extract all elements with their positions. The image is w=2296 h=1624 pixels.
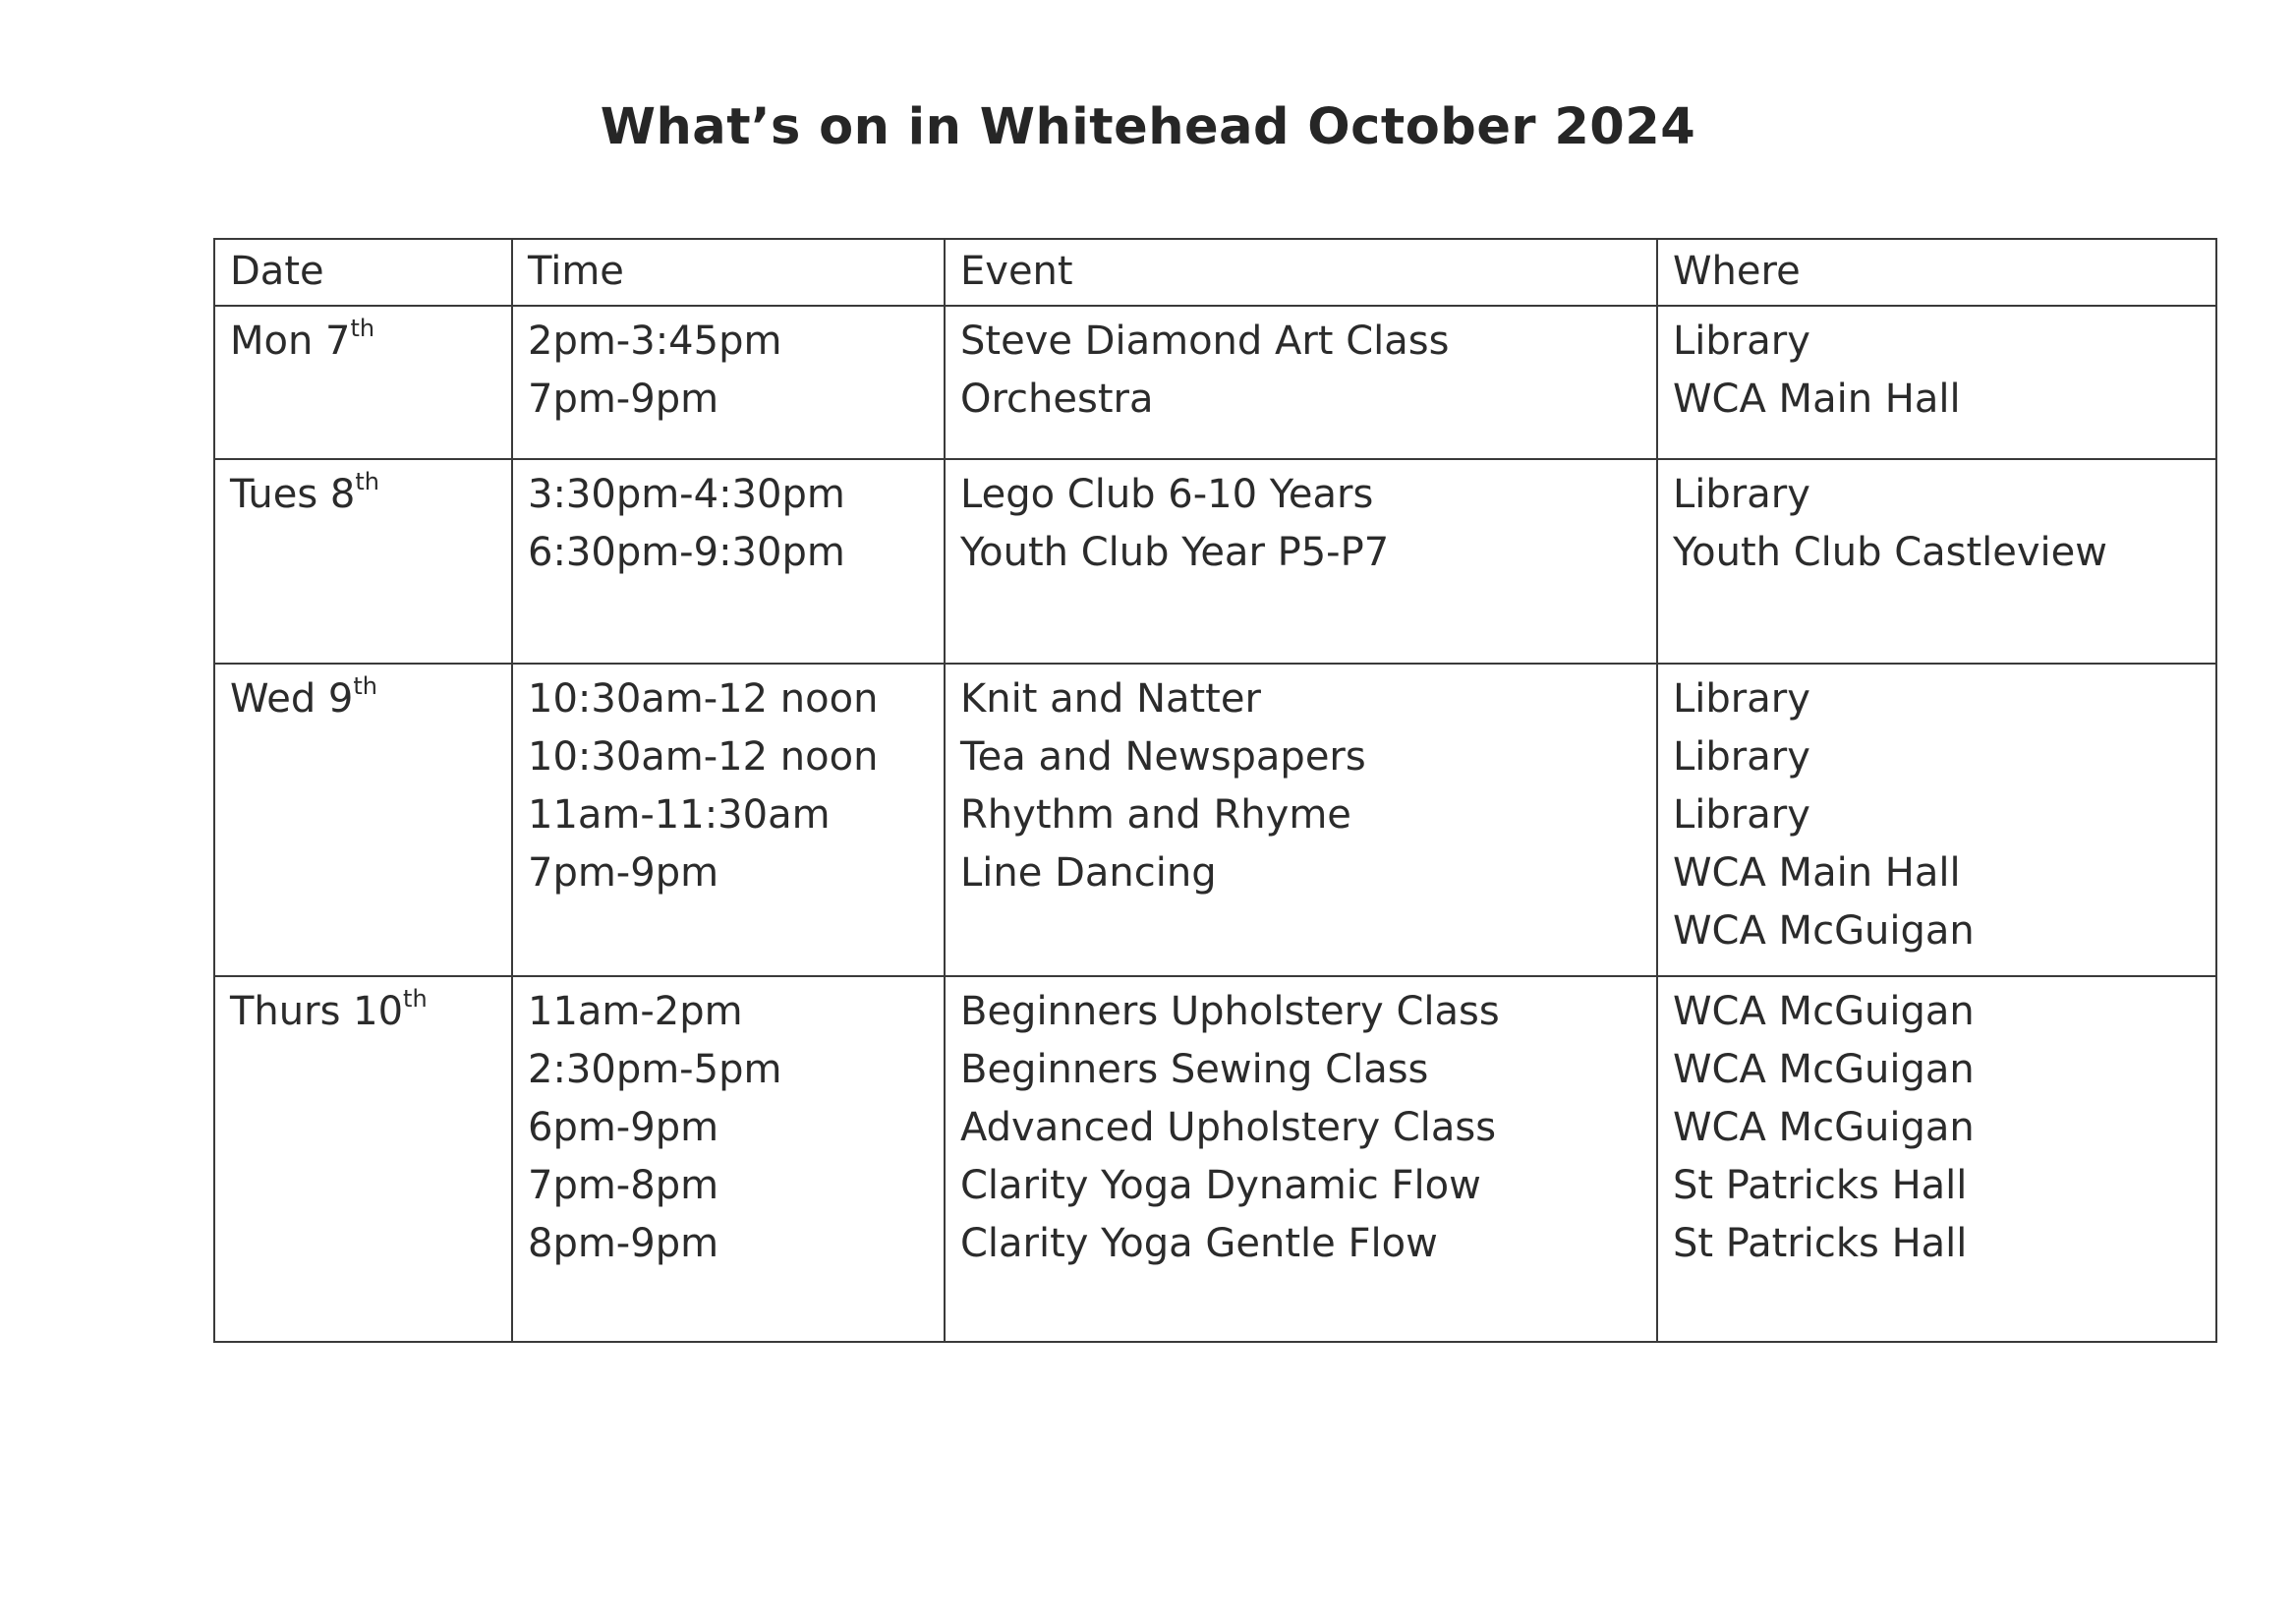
where-entry: WCA Main Hall [1673,850,1961,896]
date-cell [214,976,512,1342]
date-suffix: th [353,671,377,700]
time-cell [512,976,945,1342]
table-row [214,664,2216,976]
table-row [214,976,2216,1342]
event-entry: Rhythm and Rhyme [960,792,1351,838]
where-cell [1657,459,2216,664]
column-header-event: Event [945,239,1657,306]
event-entry: Knit and Natter [960,676,1261,722]
where-entry: WCA McGuigan [1673,1047,1975,1092]
date-day: Tues 8 [230,472,356,517]
column-header-date: Date [214,239,512,306]
where-cell [1657,976,2216,1342]
event-entry: Beginners Sewing Class [960,1047,1429,1092]
time-entry: 7pm-9pm [528,377,719,422]
date-cell [214,459,512,664]
time-cell [512,459,945,664]
event-entry: Steve Diamond Art Class [960,319,1450,364]
time-entry: 7pm-8pm [528,1163,719,1208]
where-entry: Library [1673,319,1810,364]
event-entry: Clarity Yoga Gentle Flow [960,1221,1438,1266]
time-entry: 3:30pm-4:30pm [528,472,845,517]
event-entry: Orchestra [960,377,1154,422]
event-entry: Tea and Newspapers [960,734,1366,780]
table-header-row [214,239,2216,306]
date-cell [214,306,512,459]
page-title: What’s on in Whitehead October 2024 [600,98,1696,156]
event-cell [945,976,1657,1342]
where-entry: Library [1673,734,1810,780]
where-entry: Library [1673,472,1810,517]
where-entry: Youth Club Castleview [1673,530,2107,575]
date-day: Mon 7 [230,319,351,364]
column-header-where: Where [1657,239,2216,306]
event-cell [945,459,1657,664]
date-suffix: th [355,467,379,495]
time-entry: 11am-2pm [528,989,743,1034]
time-entry: 6:30pm-9:30pm [528,530,845,575]
time-entry: 2:30pm-5pm [528,1047,782,1092]
date-cell [214,664,512,976]
event-entry: Advanced Upholstery Class [960,1105,1497,1150]
column-header-time: Time [512,239,945,306]
where-entry: St Patricks Hall [1673,1221,1968,1266]
date-suffix: th [350,314,375,342]
event-entry: Youth Club Year P5-P7 [960,530,1390,575]
time-entry: 10:30am-12 noon [528,734,879,780]
where-entry: Library [1673,792,1810,838]
time-entry: 6pm-9pm [528,1105,719,1150]
time-entry: 7pm-9pm [528,850,719,896]
event-entry: Clarity Yoga Dynamic Flow [960,1163,1481,1208]
events-table [213,238,2217,1343]
event-entry: Line Dancing [960,850,1217,896]
time-entry: 2pm-3:45pm [528,319,782,364]
event-cell [945,664,1657,976]
date-suffix: th [403,984,428,1013]
event-cell [945,306,1657,459]
event-entry: Lego Club 6-10 Years [960,472,1374,517]
table-row [214,459,2216,664]
time-entry: 11am-11:30am [528,792,831,838]
where-entry: WCA McGuigan [1673,989,1975,1034]
time-cell [512,664,945,976]
table-row [214,306,2216,459]
where-entry: WCA McGuigan [1673,908,1975,954]
where-cell [1657,306,2216,459]
where-entry: St Patricks Hall [1673,1163,1968,1208]
where-entry: Library [1673,676,1810,722]
time-entry: 10:30am-12 noon [528,676,879,722]
where-entry: WCA McGuigan [1673,1105,1975,1150]
time-entry: 8pm-9pm [528,1221,719,1266]
date-day: Thurs 10 [230,989,404,1034]
date-day: Wed 9 [230,676,354,722]
where-entry: WCA Main Hall [1673,377,1961,422]
event-entry: Beginners Upholstery Class [960,989,1500,1034]
time-cell [512,306,945,459]
where-cell [1657,664,2216,976]
